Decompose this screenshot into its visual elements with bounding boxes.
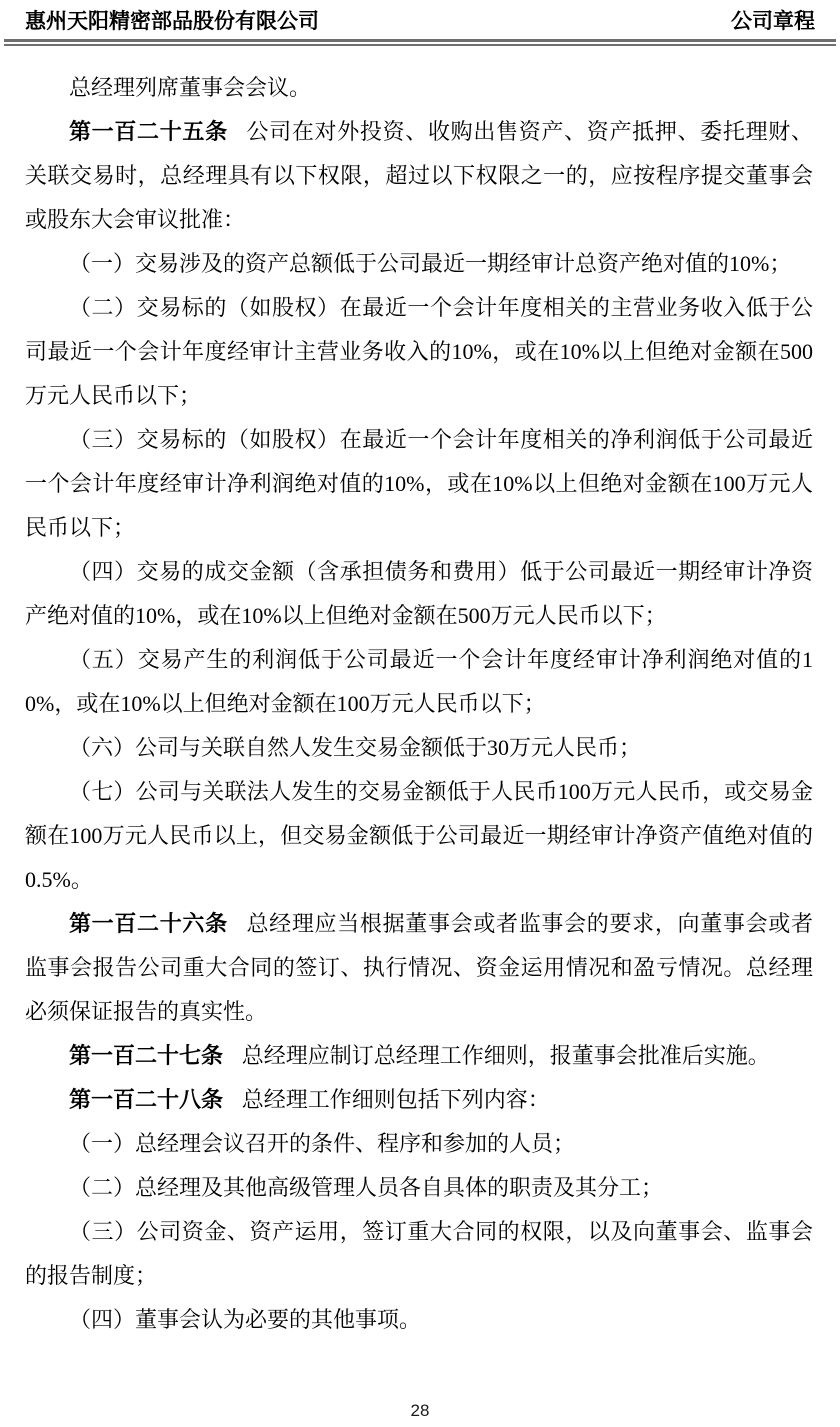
paragraph: 第一百二十八条 总经理工作细则包括下列内容： <box>69 1087 550 1112</box>
document-body <box>25 66 813 1342</box>
article-number: 第一百二十七条 <box>69 1043 224 1068</box>
article-number: 第一百二十八条 <box>69 1087 224 1112</box>
paragraph: （一）总经理会议召开的条件、程序和参加的人员； <box>69 1131 576 1156</box>
paragraph: 总经理列席董事会会议。 <box>69 75 312 100</box>
paragraph: （三）交易标的（如股权）在最近一个会计年度相关的净利润低于公司最近一个会计年度经审计净利润绝对值的10%，或在10%以上但绝对金额在100万元人民币以下； <box>25 427 813 540</box>
header-divider <box>4 39 836 46</box>
paragraph: 第一百二十五条 公司在对外投资、收购出售资产、资产抵押、委托理财、关联交易时，总经理具有以下权限，超过以下权限之一的，应按程序提交董事会或股东大会审议批准： <box>25 119 813 232</box>
paragraph: （二）交易标的（如股权）在最近一个会计年度相关的主营业务收入低于公司最近一个会计年度经审计主营业务收入的10%，或在10%以上但绝对金额在500万元人民币以下； <box>25 295 813 408</box>
page-number: 28 <box>410 1401 430 1420</box>
page-header <box>0 0 840 38</box>
article-number: 第一百二十五条 <box>69 119 228 144</box>
paragraph: 第一百二十六条 总经理应当根据董事会或者监事会的要求，向董事会或者监事会报告公司重大合同的签订、执行情况、资金运用情况和盈亏情况。总经理必须保证报告的真实性。 <box>25 911 813 1024</box>
paragraph: 第一百二十七条 总经理应制订总经理工作细则，报董事会批准后实施。 <box>69 1043 770 1068</box>
article-number: 第一百二十六条 <box>69 911 228 936</box>
paragraph: （七）公司与关联法人发生的交易金额低于人民币100万元人民币，或交易金额在100万元人民币以上，但交易金额低于公司最近一期经审计净资产值绝对值的0.5%。 <box>25 779 813 892</box>
header-company-name: 惠州天阳精密部品股份有限公司 <box>25 9 319 33</box>
header-doc-title: 公司章程 <box>731 9 815 33</box>
paragraph: （六）公司与关联自然人发生交易金额低于30万元人民币； <box>69 735 642 760</box>
paragraph: （一）交易涉及的资产总额低于公司最近一期经审计总资产绝对值的10%； <box>69 251 792 276</box>
paragraph: （四）董事会认为必要的其他事项。 <box>69 1307 422 1332</box>
paragraph: （四）交易的成交金额（含承担债务和费用）低于公司最近一期经审计净资产绝对值的10%，或在10%以上但绝对金额在500万元人民币以下； <box>25 559 813 628</box>
paragraph: （二）总经理及其他高级管理人员各自具体的职责及其分工； <box>69 1175 664 1200</box>
paragraph: （三）公司资金、资产运用，签订重大合同的权限，以及向董事会、监事会的报告制度； <box>25 1219 813 1288</box>
paragraph: （五）交易产生的利润低于公司最近一个会计年度经审计净利润绝对值的10%，或在10%以上但绝对金额在100万元人民币以下； <box>25 647 813 716</box>
